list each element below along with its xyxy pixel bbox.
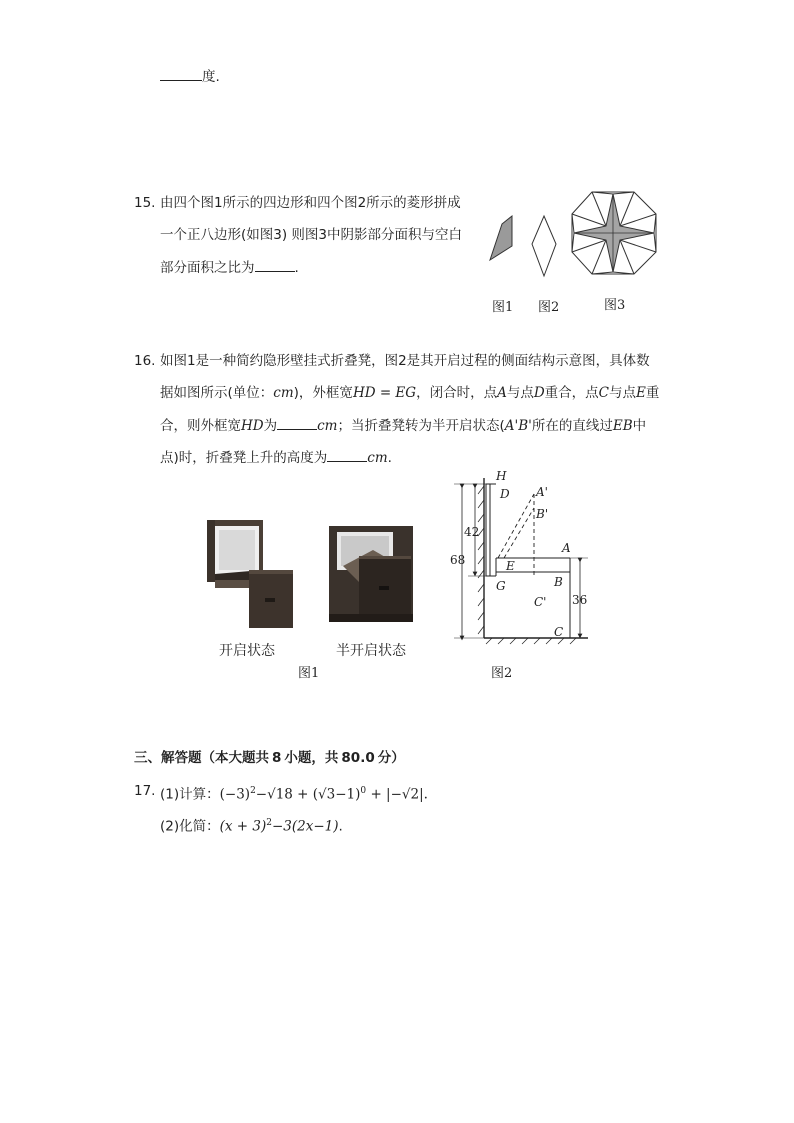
stool-open-photo <box>205 518 295 630</box>
label-B-prime: B' <box>536 507 549 521</box>
q16-line-3: 合，则外框宽HD为 cm；当折叠凳转为半开启状态(A'B'所在的直线过EB中 <box>160 415 646 436</box>
label-C: C <box>554 625 564 639</box>
section-3-heading: 三、解答题（本大题共 8 小题，共 80.0 分） <box>134 750 405 766</box>
q17-number: 17. <box>134 783 156 799</box>
q14-answer-line: 度. <box>160 66 220 87</box>
label-D: D <box>500 487 510 501</box>
q17-part-2: (2)化简：$(x + 3)^2-3(2x-1)$. <box>160 818 343 835</box>
photo-caption-half-open: 半开启状态 <box>336 643 406 659</box>
label-H: H <box>496 469 507 483</box>
q15-caption-3: 图3 <box>604 298 626 313</box>
q16-line-4: 点)时，折叠凳上升的高度为 cm. <box>160 447 392 468</box>
label-A: A <box>562 541 571 555</box>
q15-line-3: 部分面积之比为 . <box>160 257 299 278</box>
answer-blank[interactable] <box>255 257 295 272</box>
q15-caption-2: 图2 <box>538 300 560 315</box>
label-A-prime: A' <box>536 485 548 499</box>
q15-number: 15. <box>134 195 156 211</box>
q16-line-2: 据如图所示(单位：cm)，外框宽HD = EG，闭合时，点A与点D重合，点C与点E重 <box>160 385 660 401</box>
q15-figures <box>480 186 660 286</box>
answer-blank-2[interactable] <box>327 447 367 462</box>
stool-half-open-photo <box>329 526 413 622</box>
label-B: B <box>554 575 563 589</box>
q16-structure-diagram <box>448 466 598 652</box>
photo-caption-open: 开启状态 <box>219 643 275 659</box>
q15-caption-1: 图1 <box>492 300 514 315</box>
answer-blank-1[interactable] <box>277 415 317 430</box>
dim-42: 42 <box>464 525 480 539</box>
label-G: G <box>496 579 506 593</box>
q17-part-1: (1)计算：$(-3)^2-√18 + (√3-1)^0 + |-√2|$. <box>160 786 428 803</box>
q16-fig2-caption: 图2 <box>491 666 513 681</box>
q15-line-1: 由四个图1所示的四边形和四个图2所示的菱形拼成 <box>160 195 461 211</box>
q16-line-1: 如图1是一种简约隐形壁挂式折叠凳，图2是其开启过程的侧面结构示意图，具体数 <box>160 353 650 369</box>
label-E: E <box>506 559 515 573</box>
q15-line-2: 一个正八边形(如图3) 则图3中阴影部分面积与空白 <box>160 227 463 243</box>
dim-36: 36 <box>572 593 588 607</box>
label-C-prime: C' <box>534 595 547 609</box>
answer-blank[interactable] <box>160 66 202 81</box>
q15-kite-shape <box>490 216 512 260</box>
q15-octagon-shape <box>572 192 656 274</box>
q16-number: 16. <box>134 353 156 369</box>
q15-rhombus-shape <box>532 216 556 276</box>
q16-fig1-caption: 图1 <box>298 666 320 681</box>
dim-68: 68 <box>450 553 466 567</box>
